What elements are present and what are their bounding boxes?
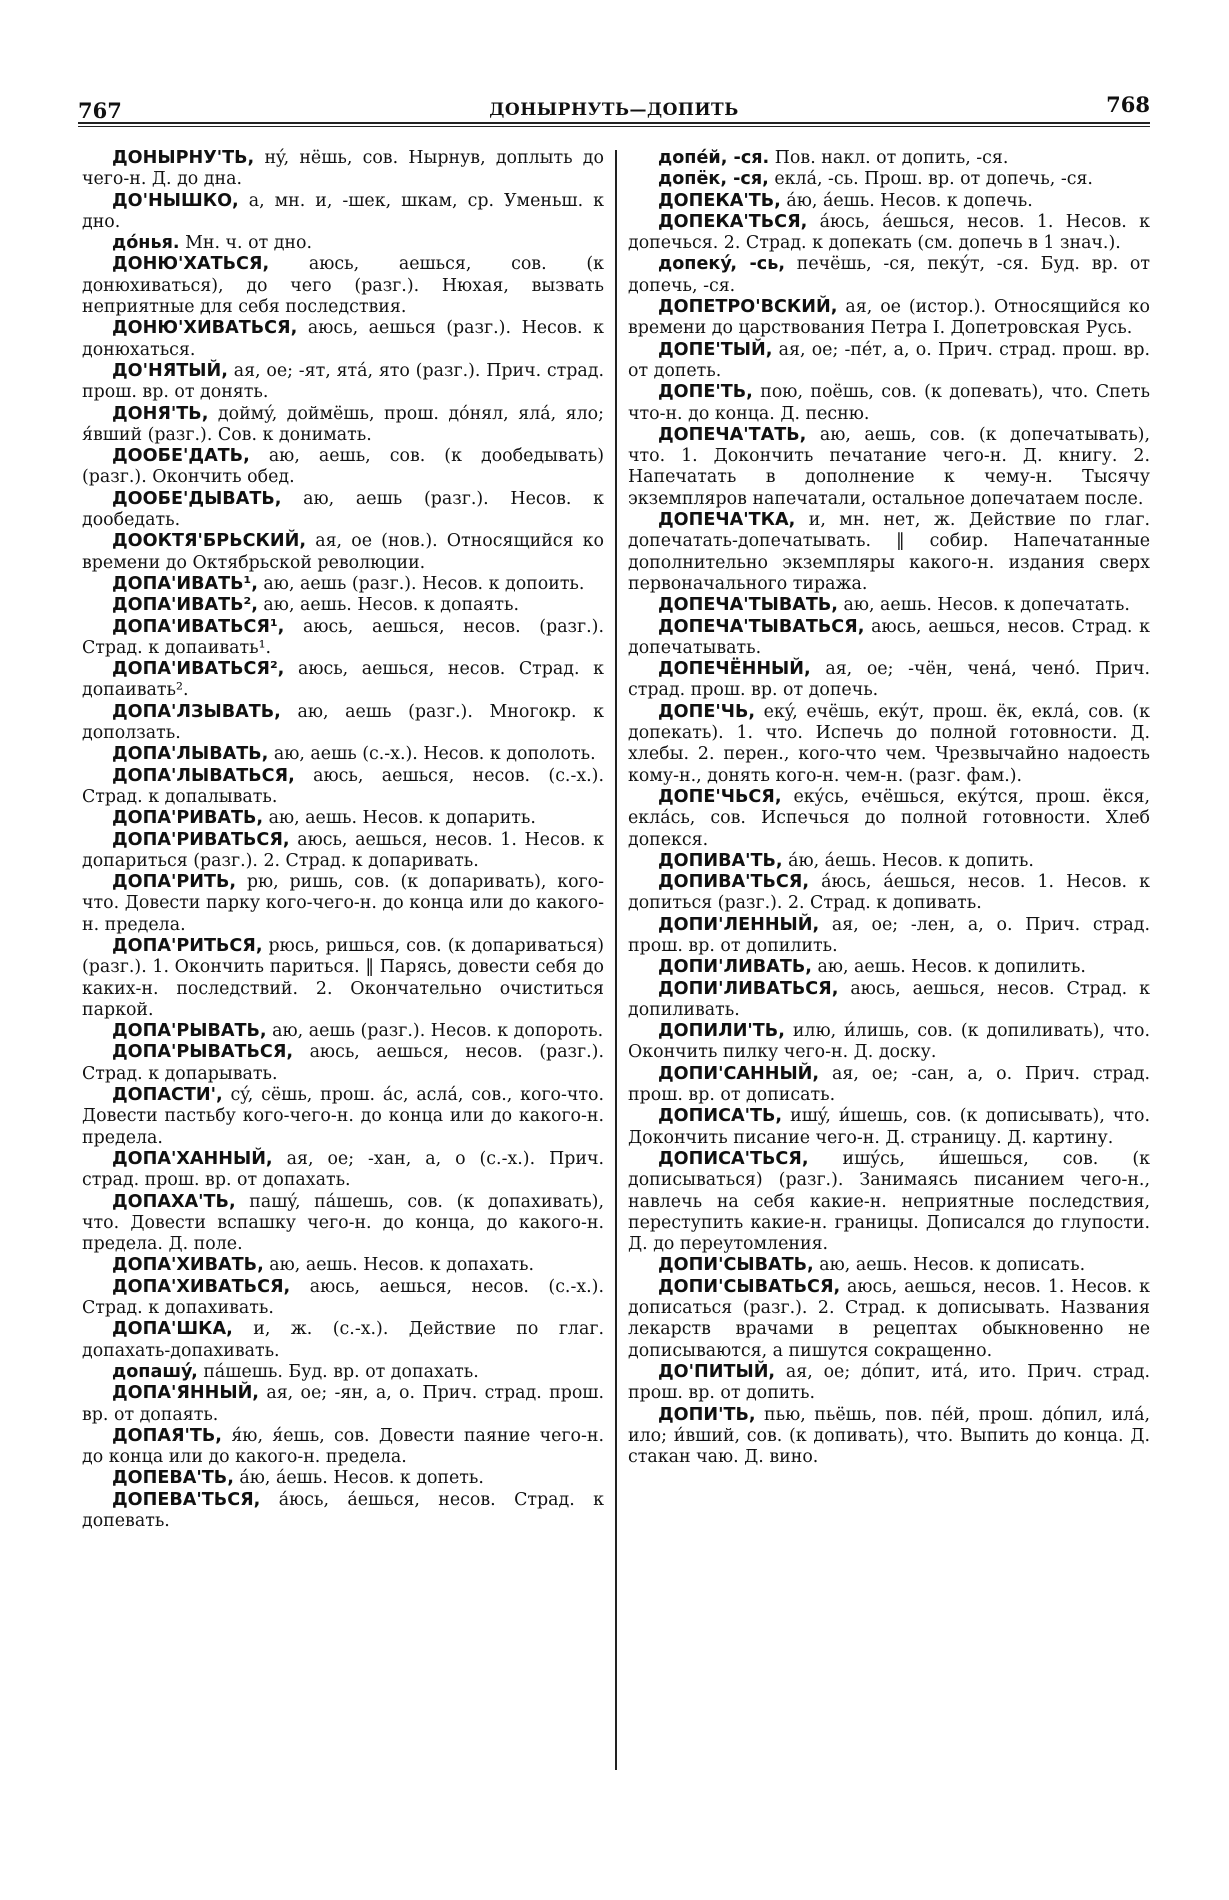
entry-headword: ДОПИ'ТЬ, — [658, 1404, 756, 1425]
entry-headword: ДОПЕТРО'ВСКИЙ, — [658, 297, 838, 318]
dictionary-entry — [82, 1021, 604, 1042]
entry-headword: ДОПА'ЛЗЫВАТЬ, — [112, 701, 281, 722]
entry-headword: ДОНЮ'ХИВАТЬСЯ, — [112, 318, 298, 339]
entry-definition: аю, аешь. Несов. к допаять. — [257, 595, 519, 616]
entry-headword: ДОПА'РИТЬ, — [112, 872, 237, 893]
dictionary-entry — [82, 1149, 604, 1192]
dictionary-entry — [82, 1468, 604, 1489]
entry-headword: ДОПА'ХИВАТЬ, — [112, 1255, 264, 1276]
entry-headword: ДОПАЯ'ТЬ, — [112, 1425, 222, 1446]
entry-definition: аю, аешь. Несов. к дописать. — [813, 1255, 1086, 1276]
entry-definition: Пов. накл. от допить, -ся. — [769, 148, 1009, 168]
header-rule — [78, 122, 1150, 124]
entry-definition: пью, пьёшь, пов. пéй, прош. дóпил, илá, ило; и́вший, сов. (к допивать), что. Выпить до конца. Д. стакан чаю. Д. вино. — [628, 1404, 1150, 1468]
right-column — [628, 148, 1150, 1468]
entry-headword: ДООБЕ'ДАТЬ, — [112, 446, 250, 467]
entry-headword: ДОПЕ'ТЫЙ, — [658, 339, 773, 360]
dictionary-entry — [82, 766, 604, 809]
dictionary-entry — [82, 446, 604, 489]
entry-definition: нý, нёшь, сов. Нырнув, доплыть до чего-н. Д. до дна. — [82, 148, 604, 190]
entry-definition: аюсь, аешься, несов. (разг.). Страд. к допарывать. — [82, 1042, 604, 1084]
entry-definition: áю, áешь. Несов. к допеть. — [233, 1468, 484, 1489]
entry-headword: ДОПЕЧА'ТАТЬ, — [658, 424, 807, 445]
entry-headword: ДОНЯ'ТЬ, — [112, 403, 209, 424]
entry-headword: ДОНЫРНУ'ТЬ, — [112, 148, 255, 168]
column-divider — [615, 150, 617, 1770]
entry-headword: ДОПА'ИВАТЬСЯ², — [112, 659, 285, 680]
dictionary-entry — [82, 531, 604, 574]
dictionary-entry — [82, 404, 604, 447]
dictionary-entry — [628, 340, 1150, 383]
dictionary-entry — [82, 1277, 604, 1320]
dictionary-entry — [628, 1277, 1150, 1362]
dictionary-entry — [628, 702, 1150, 787]
entry-headword: ДОПИВА'ТЬ, — [658, 850, 783, 871]
page-header — [78, 92, 1150, 130]
entry-headword: ДОПА'ЛЫВАТЬСЯ, — [112, 765, 295, 786]
entry-definition: я́ю, я́ешь, сов. Довести паяние чего-н. до конца или до какого-н. предела. — [82, 1425, 604, 1468]
entry-definition: аю, аешь. Несов. к допахать. — [263, 1255, 535, 1276]
dictionary-entry — [628, 212, 1150, 255]
entry-definition: аю, аешь. Несов. к допилить. — [811, 957, 1086, 978]
entry-definition: печёшь, -ся, пекýт, -ся. Буд. вр. от допечь, -ся. — [628, 254, 1151, 296]
entry-definition: аюсь, аешься, несов. Страд. к допечатывать. — [628, 616, 1150, 658]
page-number-left: 767 — [78, 98, 122, 123]
dictionary-entry — [82, 233, 604, 254]
entry-definition: аю, аешь. Несов. к допечатать. — [837, 595, 1130, 616]
entry-definition: аю, аешь, сов. (к допечатывать), что. 1. Докончить печатание чего-н. Д. книгу. 2. Напечатать в дополнение к чему-н. Тысячу экземпляров напечатали, остальное допечатаем после. — [628, 424, 1150, 509]
dictionary-entry — [628, 617, 1150, 660]
dictionary-entry — [628, 1106, 1150, 1149]
dictionary-entry — [628, 851, 1150, 872]
dictionary-entry — [82, 1383, 604, 1426]
dictionary-entry — [628, 659, 1150, 702]
dictionary-entry — [82, 1192, 604, 1256]
entry-definition: доймý, доймёшь, прош. дóнял, ялá, яло; я́вший (разг.). Сов. к донимать. — [82, 403, 604, 445]
entry-definition: áюсь, áешься, несов. 1. Несов. к допиться (разг.). 2. Страд. к допивать. — [628, 872, 1150, 914]
entry-headword: ДОПА'РИВАТЬ, — [112, 808, 264, 829]
entry-headword: ДОПА'ИВАТЬ², — [112, 595, 258, 616]
entry-definition: аюсь, аешься, несов. (разг.). Страд. к допаивать¹. — [82, 616, 604, 658]
dictionary-entry — [628, 957, 1150, 978]
entry-headword: ДОПИ'ЛИВАТЬСЯ, — [658, 978, 839, 999]
entry-definition: илю, и́лишь, сов. (к допиливать), что. Окончить пилку чего-н. Д. доску. — [628, 1021, 1150, 1063]
entry-headword: ДОПИСА'ТЬСЯ, — [658, 1148, 809, 1169]
entry-headword: ДОПА'ИВАТЬ¹, — [112, 573, 258, 594]
dictionary-entry — [628, 1255, 1150, 1276]
entry-headword: допекý, -сь, — [658, 254, 786, 275]
entry-headword: допашý, — [112, 1361, 198, 1382]
dictionary-entry — [82, 1319, 604, 1362]
entry-definition: еклá, -сь. Прош. вр. от допечь, -ся. — [768, 169, 1093, 190]
dictionary-entry — [82, 318, 604, 361]
entry-definition: áюсь, áешься, несов. 1. Несов. к допечься. 2. Страд. к допекать (см. допечь в 1 знач.). — [628, 211, 1150, 254]
dictionary-entry — [82, 830, 604, 873]
entry-headword: ДОПЕКА'ТЬСЯ, — [658, 211, 808, 232]
entry-definition: ишýсь, и́шешься, сов. (к дописываться) (разг.). Занимаясь писанием чего-н., навлечь на себя какие-н. неприятные последствия, переступить какие-н. границы. Дописался до глупости. Д. до переутомления. — [628, 1148, 1150, 1255]
header-rule-thin — [78, 126, 1150, 127]
entry-headword: ДОПА'РЫВАТЬСЯ, — [112, 1042, 294, 1063]
dictionary-entry — [82, 361, 604, 404]
entry-headword: ДОПИСА'ТЬ, — [658, 1106, 783, 1127]
entry-headword: ДОПА'ХИВАТЬСЯ, — [112, 1276, 291, 1297]
entry-definition: пою, поёшь, сов. (к допевать), что. Спеть что-н. до конца. Д. песню. — [628, 382, 1150, 424]
entry-definition: ая, ое; -ят, ятá, ято (разг.). Прич. страд. прош. вр. от донять. — [82, 360, 604, 403]
entry-headword: ДОПЕЧА'ТЫВАТЬ, — [658, 595, 838, 616]
entry-definition: áюсь, áешься, несов. Страд. к допевать. — [82, 1489, 604, 1531]
entry-headword: ДОПЕЧА'ТКА, — [658, 510, 796, 531]
entry-headword: ДОПАХА'ТЬ, — [112, 1191, 236, 1212]
entry-headword: ДООБЕ'ДЫВАТЬ, — [112, 488, 282, 509]
entry-definition: рю, ришь, сов. (к допаривать), кого-что. Довести парку кого-чего-н. до конца или до какого-н. предела. — [82, 872, 604, 935]
entry-definition: аюсь, аешься (разг.). Несов. к донюхаться. — [82, 318, 604, 360]
entry-headword: ДОПА'РИТЬСЯ, — [112, 935, 263, 956]
entry-headword: ДОПИВА'ТЬСЯ, — [658, 872, 810, 893]
entry-headword: ДОПИ'СЫВАТЬСЯ, — [658, 1276, 841, 1297]
entry-definition: аюсь, аешься, сов. (к донюхиваться), до чего (разг.). Нюхая, вызвать неприятные для себя последствия. — [82, 254, 604, 318]
running-title: ДОНЫРНУТЬ—ДОПИТЬ — [489, 100, 739, 120]
dictionary-entry — [82, 617, 604, 660]
dictionary-entry — [82, 872, 604, 936]
dictionary-entry — [82, 808, 604, 829]
entry-definition: ая, ое; -лен, а, о. Прич. страд. прош. вр. от допилить. — [628, 914, 1150, 956]
page-number-right: 768 — [1106, 92, 1150, 117]
entry-definition: ая, ое; -пéт, а, о. Прич. страд. прош. вр. от допеть. — [628, 339, 1150, 381]
entry-definition: пáшешь. Буд. вр. от допахать. — [197, 1361, 479, 1382]
dictionary-entry — [82, 595, 604, 616]
entry-headword: ДО'ПИТЫЙ, — [658, 1361, 776, 1382]
entry-definition: аюсь, аешься, несов. Страд. к допиливать. — [628, 978, 1150, 1020]
dictionary-entry — [82, 659, 604, 702]
dictionary-entry — [82, 744, 604, 765]
entry-definition: ая, ое; -чён, ченá, ченó. Прич. страд. прош. вр. от допечь. — [628, 659, 1150, 701]
dictionary-entry — [82, 148, 604, 191]
entry-definition: и, ж. (с.-х.). Действие по глаг. допахать-допахивать. — [82, 1319, 604, 1361]
dictionary-entry — [82, 1362, 604, 1383]
dictionary-entry — [82, 191, 604, 234]
entry-definition: аю, аешь (с.-х.). Несов. к дополоть. — [268, 744, 596, 765]
entry-definition: ая, ое; дóпит, итá, ито. Прич. страд. прош. вр. от допить. — [628, 1361, 1150, 1404]
entry-headword: ДОПАСТИ', — [112, 1085, 223, 1106]
dictionary-entry — [82, 489, 604, 532]
dictionary-entry — [628, 191, 1150, 212]
entry-definition: рюсь, ришься, сов. (к допариваться) (разг.). 1. Окончить париться. ‖ Парясь, довести себя до каких-н. последствий. 2. Окончательно очиститься паркой. — [82, 935, 604, 1020]
entry-definition: аюсь, аешься, несов. 1. Несов. к допариться (разг.). 2. Страд. к допаривать. — [82, 829, 604, 871]
dictionary-entry — [628, 1149, 1150, 1255]
entry-definition: а, мн. и, -шек, шкам, ср. Уменьш. к дно. — [82, 190, 604, 232]
dictionary-entry — [82, 936, 604, 1021]
entry-headword: ДОПИ'САННЫЙ, — [658, 1063, 820, 1084]
dictionary-entry — [628, 382, 1150, 425]
entry-headword: ДОПЕВА'ТЬСЯ, — [112, 1489, 261, 1510]
dictionary-entry — [82, 702, 604, 745]
entry-definition: ая, ое; -ян, а, о. Прич. страд. прош. вр. от допаять. — [82, 1383, 604, 1425]
entry-definition: аюсь, аешься, несов. (с.-х.). Страд. к допахивать. — [82, 1276, 604, 1319]
dictionary-entry — [628, 979, 1150, 1022]
dictionary-entry — [628, 1362, 1150, 1405]
entry-definition: сý, сёшь, прош. ác, аслá, сов., кого-что. Довести пастьбу кого-чего-н. до конца или до какого-н. предела. — [82, 1085, 604, 1148]
entry-definition: аюсь, аешься, несов. (с.-х.). Страд. к допалывать. — [82, 765, 604, 807]
entry-definition: áю, áешь. Несов. к допечь. — [780, 190, 1033, 211]
entry-headword: ДОПИ'ЛИВАТЬ, — [658, 957, 812, 978]
entry-headword: ДОПИ'СЫВАТЬ, — [658, 1255, 814, 1276]
dictionary-entry — [82, 1426, 604, 1469]
entry-definition: пашý, пáшешь, сов. (к допахивать), что. Довести вспашку чего-н. до конца, до какого-н. предела. Д. поле. — [82, 1191, 604, 1255]
entry-definition: аю, аешь (разг.). Несов. к дообедать. — [82, 488, 604, 531]
dictionary-entry — [628, 510, 1150, 595]
entry-definition: екýсь, ечёшься, екýтся, прош. ёкся, еклáсь, сов. Испечься до полной готовности. Хлеб допекся. — [628, 786, 1150, 850]
dictionary-entry — [82, 1085, 604, 1149]
left-column — [82, 148, 604, 1532]
entry-definition: аю, аешь (разг.). Многокр. к доползать. — [82, 701, 604, 744]
entry-headword: ДОПА'РЫВАТЬ, — [112, 1021, 267, 1042]
dictionary-entry — [82, 254, 604, 318]
dictionary-entry — [628, 1405, 1150, 1469]
entry-headword: ДОПА'ИВАТЬСЯ¹, — [112, 616, 285, 637]
dictionary-entry — [82, 1490, 604, 1533]
entry-headword: допéй, -ся. — [658, 148, 770, 168]
dictionary-entry — [628, 787, 1150, 851]
entry-headword: ДОНЮ'ХАТЬСЯ, — [112, 254, 270, 275]
entry-headword: ДОПЕ'ТЬ, — [658, 382, 753, 403]
entry-headword: ДОПА'ЛЫВАТЬ, — [112, 744, 269, 765]
entry-definition: аю, аешь (разг.). Несов. к допоить. — [257, 573, 585, 594]
entry-headword: ДО'НЯТЫЙ, — [112, 360, 228, 381]
entry-headword: ДОПА'ХАННЫЙ, — [112, 1148, 273, 1169]
entry-headword: ДОПА'РИВАТЬСЯ, — [112, 829, 290, 850]
entry-headword: ДОПИЛИ'ТЬ, — [658, 1021, 785, 1042]
entry-definition: ая, ое (нов.). Относящийся ко времени до Октябрьской революции. — [82, 531, 604, 573]
dictionary-entry — [628, 1064, 1150, 1107]
dictionary-entry — [82, 574, 604, 595]
entry-headword: ДОПЕЧА'ТЫВАТЬСЯ, — [658, 616, 865, 637]
entry-definition: ая, ое; -хан, а, о (с.-х.). Прич. страд. прош. вр. от допахать. — [82, 1148, 604, 1191]
entry-definition: аюсь, аешься, несов. 1. Несов. к дописаться (разг.). 2. Страд. к дописывать. Названия лекарств врачами в рецептах обыкновенно не дописываются, а пишутся сокращенно. — [628, 1276, 1150, 1361]
entry-headword: ДО'НЫШКО, — [112, 190, 239, 211]
entry-definition: ая, ое; -сан, а, о. Прич. страд. прош. вр. от дописать. — [628, 1063, 1150, 1106]
entry-headword: дóнья. — [112, 233, 180, 254]
dictionary-entry — [628, 1021, 1150, 1064]
entry-headword: ДОПЕЧЁННЫЙ, — [658, 659, 811, 680]
entry-definition: аюсь, аешься, несов. Страд. к допаивать². — [82, 659, 604, 701]
dictionary-entry — [628, 148, 1150, 169]
entry-headword: ДОПЕ'ЧЬ, — [658, 701, 756, 722]
dictionary-entry — [82, 1255, 604, 1276]
entry-definition: Мн. ч. от дно. — [179, 233, 313, 254]
dictionary-entry — [628, 297, 1150, 340]
entry-headword: ДООКТЯ'БРЬСКИЙ, — [112, 531, 307, 552]
entry-headword: ДОПА'ЯННЫЙ, — [112, 1383, 259, 1404]
entry-headword: ДОПЕКА'ТЬ, — [658, 190, 781, 211]
entry-definition: и, мн. нет, ж. Действие по глаг. допечатать-допечатывать. ‖ собир. Напечатанные дополнительно экземпляры какого-н. издания сверх первоначального тиража. — [628, 510, 1150, 594]
entry-definition: ая, ое (истор.). Относящийся ко времени до царствования Петра I. Допетровская Русь. — [628, 297, 1150, 339]
entry-headword: допёк, -ся, — [658, 169, 769, 190]
entry-headword: ДОПЕВА'ТЬ, — [112, 1468, 234, 1489]
dictionary-entry — [628, 915, 1150, 958]
entry-definition: аю, аешь. Несов. к допарить. — [263, 808, 536, 829]
entry-definition: áю, áешь. Несов. к допить. — [782, 850, 1034, 871]
entry-definition: аю, аешь (разг.). Несов. к допороть. — [266, 1021, 604, 1042]
entry-headword: ДОПИ'ЛЕННЫЙ, — [658, 914, 820, 935]
dictionary-entry — [628, 595, 1150, 616]
entry-definition: екý, ечёшь, екýт, прош. ёк, еклá, сов. (к допекать). 1. что. Испечь до полной готовности. Д. хлебы. 2. перен., кого-что чем. Чрезвычайно надоесть кому-н., донять кого-н. чем-н. (разг. фам.). — [628, 701, 1150, 786]
entry-headword: ДОПЕ'ЧЬСЯ, — [658, 786, 782, 807]
dictionary-entry — [628, 425, 1150, 510]
dictionary-entry — [82, 1042, 604, 1085]
dictionary-entry — [628, 254, 1150, 297]
entry-definition: аю, аешь, сов. (к дообедывать) (разг.). Окончить обед. — [82, 446, 604, 488]
dictionary-entry — [628, 872, 1150, 915]
dictionary-entry — [628, 169, 1150, 190]
entry-definition: ишý, и́шешь, сов. (к дописывать), что. Докончить писание чего-н. Д. страницу. Д. картину. — [628, 1106, 1150, 1148]
entry-headword: ДОПА'ШКА, — [112, 1319, 233, 1340]
